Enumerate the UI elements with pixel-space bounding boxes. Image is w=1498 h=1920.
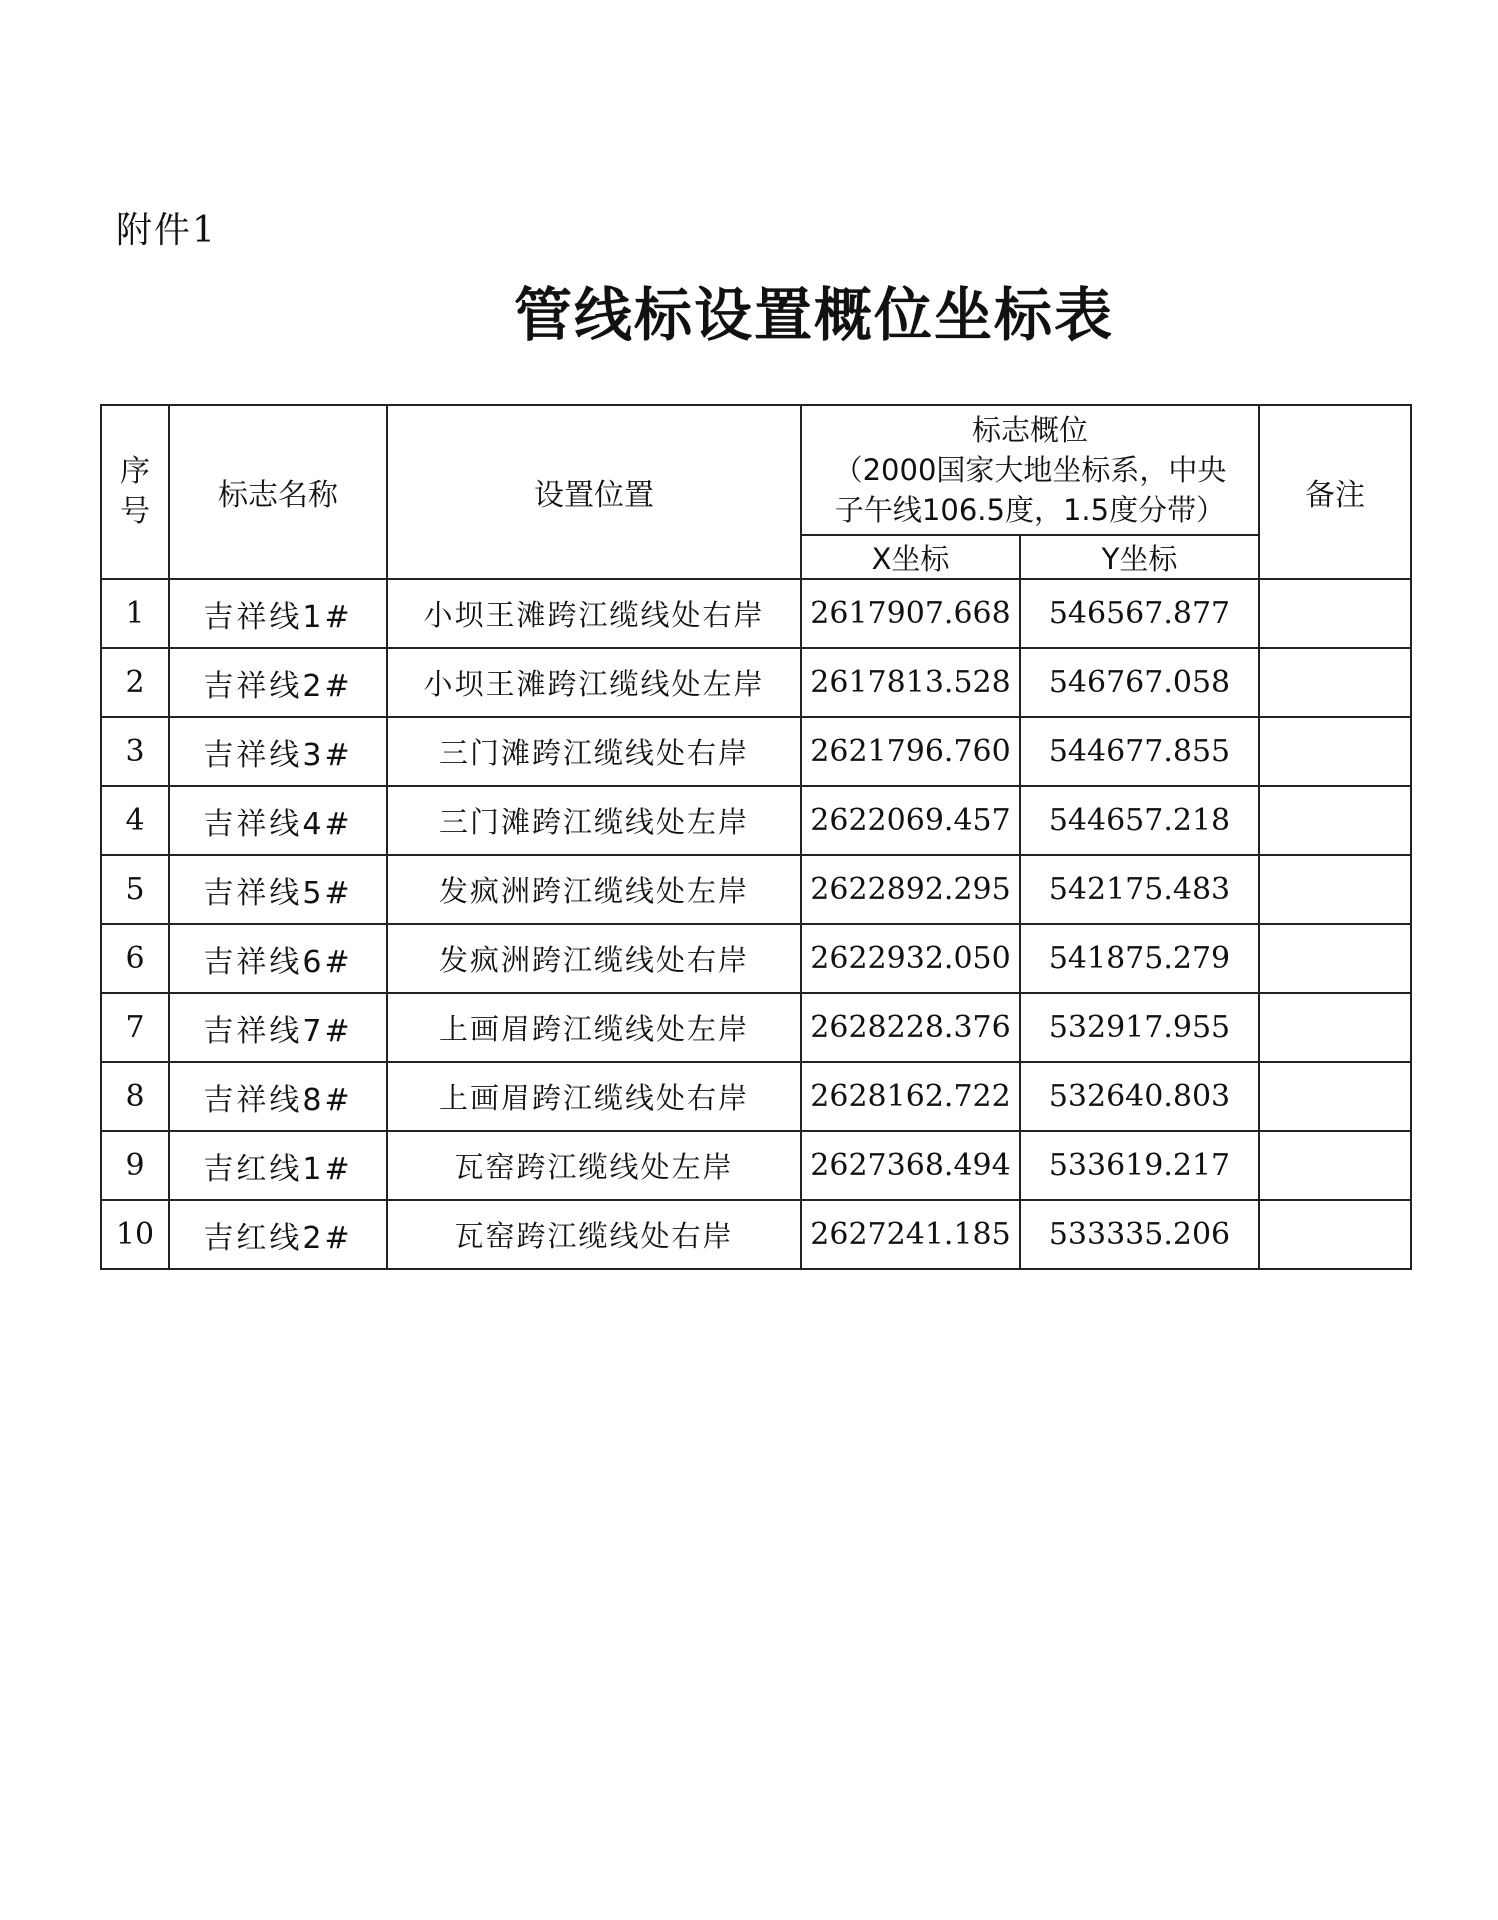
row-y-coordinate: 544677.855 <box>1020 717 1259 786</box>
row-name: 吉祥线7# <box>169 993 387 1062</box>
row-no: 9 <box>101 1131 169 1200</box>
row-no: 3 <box>101 717 169 786</box>
table-row <box>101 579 1411 648</box>
header-no: 序号 <box>101 405 169 579</box>
table-body <box>101 579 1411 1269</box>
header-x: X坐标 <box>801 535 1020 579</box>
row-note <box>1259 1200 1411 1269</box>
row-no: 6 <box>101 924 169 993</box>
row-y-coordinate: 533335.206 <box>1020 1200 1259 1269</box>
row-position: 发疯洲跨江缆线处左岸 <box>387 855 801 924</box>
row-y-coordinate: 546567.877 <box>1020 579 1259 648</box>
header-coordinate-group <box>801 405 1259 535</box>
row-name: 吉祥线2# <box>169 648 387 717</box>
row-name: 吉红线2# <box>169 1200 387 1269</box>
row-position: 瓦窑跨江缆线处右岸 <box>387 1200 801 1269</box>
row-y-coordinate: 546767.058 <box>1020 648 1259 717</box>
row-x-coordinate: 2628228.376 <box>801 993 1020 1062</box>
row-name: 吉红线1# <box>169 1131 387 1200</box>
row-position: 上画眉跨江缆线处左岸 <box>387 993 801 1062</box>
row-note <box>1259 717 1411 786</box>
row-x-coordinate: 2617907.668 <box>801 579 1020 648</box>
row-note <box>1259 924 1411 993</box>
row-position: 三门滩跨江缆线处右岸 <box>387 717 801 786</box>
row-position: 发疯洲跨江缆线处右岸 <box>387 924 801 993</box>
row-x-coordinate: 2628162.722 <box>801 1062 1020 1131</box>
row-no: 7 <box>101 993 169 1062</box>
table-row <box>101 717 1411 786</box>
row-note <box>1259 786 1411 855</box>
table-row <box>101 924 1411 993</box>
header-y: Y坐标 <box>1020 535 1259 579</box>
row-position: 三门滩跨江缆线处左岸 <box>387 786 801 855</box>
row-note <box>1259 993 1411 1062</box>
row-position: 小坝王滩跨江缆线处左岸 <box>387 648 801 717</box>
row-no: 8 <box>101 1062 169 1131</box>
row-position: 小坝王滩跨江缆线处右岸 <box>387 579 801 648</box>
header-name: 标志名称 <box>169 405 387 579</box>
row-x-coordinate: 2622069.457 <box>801 786 1020 855</box>
row-no: 10 <box>101 1200 169 1269</box>
row-note <box>1259 579 1411 648</box>
row-y-coordinate: 542175.483 <box>1020 855 1259 924</box>
header-group-line2: （2000国家大地坐标系，中央 <box>833 453 1227 487</box>
row-name: 吉祥线5# <box>169 855 387 924</box>
header-group-line1: 标志概位 <box>971 413 1088 447</box>
row-no: 4 <box>101 786 169 855</box>
row-no: 2 <box>101 648 169 717</box>
table-row <box>101 993 1411 1062</box>
row-note <box>1259 855 1411 924</box>
attachment-label: 附件1 <box>116 210 217 251</box>
row-name: 吉祥线1# <box>169 579 387 648</box>
row-y-coordinate: 544657.218 <box>1020 786 1259 855</box>
row-position: 瓦窑跨江缆线处左岸 <box>387 1131 801 1200</box>
row-x-coordinate: 2627368.494 <box>801 1131 1020 1200</box>
row-y-coordinate: 532640.803 <box>1020 1062 1259 1131</box>
row-x-coordinate: 2627241.185 <box>801 1200 1020 1269</box>
table-row <box>101 855 1411 924</box>
row-name: 吉祥线4# <box>169 786 387 855</box>
row-no: 1 <box>101 579 169 648</box>
row-no: 5 <box>101 855 169 924</box>
row-x-coordinate: 2621796.760 <box>801 717 1020 786</box>
table-row <box>101 1131 1411 1200</box>
header-group-line3: 子午线106.5度，1.5度分带） <box>834 493 1226 527</box>
header-position: 设置位置 <box>387 405 801 579</box>
header-note: 备注 <box>1259 405 1411 579</box>
row-position: 上画眉跨江缆线处右岸 <box>387 1062 801 1131</box>
row-y-coordinate: 532917.955 <box>1020 993 1259 1062</box>
row-note <box>1259 1062 1411 1131</box>
row-y-coordinate: 533619.217 <box>1020 1131 1259 1200</box>
row-x-coordinate: 2622892.295 <box>801 855 1020 924</box>
page-title: 管线标设置概位坐标表 <box>513 281 1114 349</box>
table-row <box>101 1200 1411 1269</box>
row-x-coordinate: 2622932.050 <box>801 924 1020 993</box>
table-row <box>101 648 1411 717</box>
row-name: 吉祥线8# <box>169 1062 387 1131</box>
table-row <box>101 1062 1411 1131</box>
row-note <box>1259 648 1411 717</box>
row-name: 吉祥线6# <box>169 924 387 993</box>
row-x-coordinate: 2617813.528 <box>801 648 1020 717</box>
coordinate-table <box>100 404 1412 1270</box>
row-name: 吉祥线3# <box>169 717 387 786</box>
table-row <box>101 786 1411 855</box>
row-y-coordinate: 541875.279 <box>1020 924 1259 993</box>
row-note <box>1259 1131 1411 1200</box>
